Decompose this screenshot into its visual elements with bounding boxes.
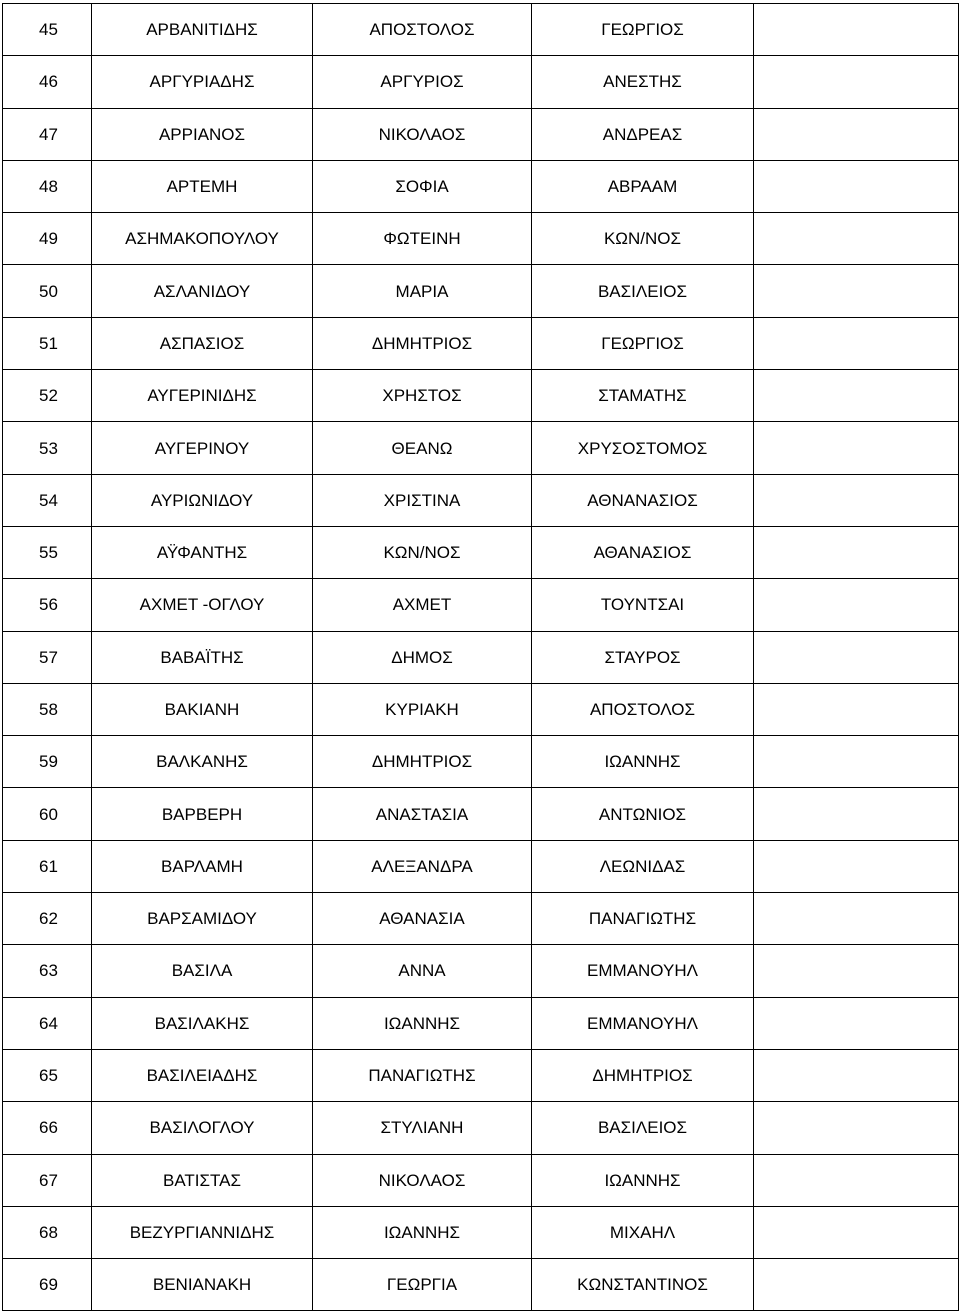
empty-cell [754, 265, 959, 317]
table-row [3, 579, 959, 631]
surname-cell: ΒΑΡΛΑΜΗ [92, 840, 313, 892]
first-name-cell: ΓΕΩΡΓΙΑ [313, 1259, 532, 1311]
first-name-cell: ΝΙΚΟΛΑΟΣ [313, 1154, 532, 1206]
surname-cell: ΒΑΡΣΑΜΙΔΟΥ [92, 893, 313, 945]
empty-cell [754, 370, 959, 422]
surname-cell: ΒΑΚΙΑΝΗ [92, 683, 313, 735]
father-name-cell: ΕΜΜΑΝΟΥΗΛ [532, 945, 754, 997]
surname-cell: ΒΑΣΙΛΕΙΑΔΗΣ [92, 1049, 313, 1101]
father-name-cell: ΑΝΤΩΝΙΟΣ [532, 788, 754, 840]
empty-cell [754, 474, 959, 526]
row-number: 47 [3, 108, 92, 160]
table-row [3, 108, 959, 160]
table-row [3, 788, 959, 840]
names-table-body [3, 4, 959, 1311]
father-name-cell: ΣΤΑΥΡΟΣ [532, 631, 754, 683]
father-name-cell: ΔΗΜΗΤΡΙΟΣ [532, 1049, 754, 1101]
first-name-cell: ΑΠΟΣΤΟΛΟΣ [313, 4, 532, 56]
first-name-cell: ΘΕΑΝΩ [313, 422, 532, 474]
row-number: 64 [3, 997, 92, 1049]
father-name-cell: ΠΑΝΑΓΙΩΤΗΣ [532, 893, 754, 945]
surname-cell: ΑΡΤΕΜΗ [92, 160, 313, 212]
father-name-cell: ΤΟΥΝΤΣΑΙ [532, 579, 754, 631]
father-name-cell: ΒΑΣΙΛΕΙΟΣ [532, 265, 754, 317]
row-number: 58 [3, 683, 92, 735]
row-number: 50 [3, 265, 92, 317]
first-name-cell: ΑΘΑΝΑΣΙΑ [313, 893, 532, 945]
first-name-cell: ΠΑΝΑΓΙΩΤΗΣ [313, 1049, 532, 1101]
father-name-cell: ΑΝΔΡΕΑΣ [532, 108, 754, 160]
father-name-cell: ΑΒΡΑΑΜ [532, 160, 754, 212]
row-number: 59 [3, 736, 92, 788]
empty-cell [754, 1049, 959, 1101]
first-name-cell: ΜΑΡΙΑ [313, 265, 532, 317]
row-number: 55 [3, 526, 92, 578]
surname-cell: ΒΑΣΙΛΑ [92, 945, 313, 997]
empty-cell [754, 56, 959, 108]
father-name-cell: ΛΕΩΝΙΔΑΣ [532, 840, 754, 892]
surname-cell: ΑΣΗΜΑΚΟΠΟΥΛΟΥ [92, 213, 313, 265]
empty-cell [754, 683, 959, 735]
table-row [3, 683, 959, 735]
surname-cell: ΑΥΓΕΡΙΝΟΥ [92, 422, 313, 474]
row-number: 54 [3, 474, 92, 526]
father-name-cell: ΣΤΑΜΑΤΗΣ [532, 370, 754, 422]
empty-cell [754, 840, 959, 892]
table-row [3, 1049, 959, 1101]
surname-cell: ΑΥΡΙΩΝΙΔΟΥ [92, 474, 313, 526]
row-number: 49 [3, 213, 92, 265]
row-number: 52 [3, 370, 92, 422]
table-row [3, 213, 959, 265]
row-number: 67 [3, 1154, 92, 1206]
surname-cell: ΒΑΤΙΣΤΑΣ [92, 1154, 313, 1206]
empty-cell [754, 945, 959, 997]
table-row [3, 56, 959, 108]
surname-cell: ΒΑΣΙΛΟΓΛΟΥ [92, 1102, 313, 1154]
surname-cell: ΒΑΡΒΕΡΗ [92, 788, 313, 840]
father-name-cell: ΑΝΕΣΤΗΣ [532, 56, 754, 108]
first-name-cell: ΑΝΑΣΤΑΣΙΑ [313, 788, 532, 840]
names-table [2, 3, 959, 1311]
surname-cell: ΑΫΦΑΝΤΗΣ [92, 526, 313, 578]
row-number: 60 [3, 788, 92, 840]
row-number: 68 [3, 1206, 92, 1258]
empty-cell [754, 997, 959, 1049]
surname-cell: ΑΥΓΕΡΙΝΙΔΗΣ [92, 370, 313, 422]
table-row [3, 893, 959, 945]
row-number: 53 [3, 422, 92, 474]
father-name-cell: ΚΩΝ/ΝΟΣ [532, 213, 754, 265]
row-number: 62 [3, 893, 92, 945]
empty-cell [754, 788, 959, 840]
first-name-cell: ΦΩΤΕΙΝΗ [313, 213, 532, 265]
row-number: 56 [3, 579, 92, 631]
empty-cell [754, 317, 959, 369]
father-name-cell: ΚΩΝΣΤΑΝΤΙΝΟΣ [532, 1259, 754, 1311]
first-name-cell: ΙΩΑΝΝΗΣ [313, 997, 532, 1049]
father-name-cell: ΒΑΣΙΛΕΙΟΣ [532, 1102, 754, 1154]
first-name-cell: ΑΛΕΞΑΝΔΡΑ [313, 840, 532, 892]
first-name-cell: ΣΤΥΛΙΑΝΗ [313, 1102, 532, 1154]
surname-cell: ΑΣΠΑΣΙΟΣ [92, 317, 313, 369]
table-row [3, 840, 959, 892]
surname-cell: ΒΕΖΥΡΓΙΑΝΝΙΔΗΣ [92, 1206, 313, 1258]
table-row [3, 997, 959, 1049]
first-name-cell: ΑΝΝΑ [313, 945, 532, 997]
empty-cell [754, 736, 959, 788]
empty-cell [754, 893, 959, 945]
first-name-cell: ΧΡΙΣΤΙΝΑ [313, 474, 532, 526]
first-name-cell: ΑΡΓΥΡΙΟΣ [313, 56, 532, 108]
surname-cell: ΑΡΡΙΑΝΟΣ [92, 108, 313, 160]
surname-cell: ΒΕΝΙΑΝΑΚΗ [92, 1259, 313, 1311]
father-name-cell: ΑΠΟΣΤΟΛΟΣ [532, 683, 754, 735]
row-number: 57 [3, 631, 92, 683]
first-name-cell: ΙΩΑΝΝΗΣ [313, 1206, 532, 1258]
empty-cell [754, 4, 959, 56]
empty-cell [754, 579, 959, 631]
table-row [3, 736, 959, 788]
table-row [3, 945, 959, 997]
table-row [3, 526, 959, 578]
row-number: 61 [3, 840, 92, 892]
table-row [3, 160, 959, 212]
table-row [3, 422, 959, 474]
table-row [3, 4, 959, 56]
table-row [3, 317, 959, 369]
first-name-cell: ΑΧΜΕΤ [313, 579, 532, 631]
row-number: 48 [3, 160, 92, 212]
surname-cell: ΒΑΛΚΑΝΗΣ [92, 736, 313, 788]
table-row [3, 265, 959, 317]
row-number: 63 [3, 945, 92, 997]
surname-cell: ΑΡΓΥΡΙΑΔΗΣ [92, 56, 313, 108]
surname-cell: ΒΑΒΑΪΤΗΣ [92, 631, 313, 683]
father-name-cell: ΓΕΩΡΓΙΟΣ [532, 317, 754, 369]
surname-cell: ΑΧΜΕΤ -ΟΓΛΟΥ [92, 579, 313, 631]
father-name-cell: ΧΡΥΣΟΣΤΟΜΟΣ [532, 422, 754, 474]
row-number: 46 [3, 56, 92, 108]
row-number: 45 [3, 4, 92, 56]
father-name-cell: ΓΕΩΡΓΙΟΣ [532, 4, 754, 56]
empty-cell [754, 1206, 959, 1258]
table-row [3, 474, 959, 526]
table-row [3, 1206, 959, 1258]
first-name-cell: ΚΥΡΙΑΚΗ [313, 683, 532, 735]
first-name-cell: ΝΙΚΟΛΑΟΣ [313, 108, 532, 160]
father-name-cell: ΑΘΑΝΑΣΙΟΣ [532, 526, 754, 578]
first-name-cell: ΚΩΝ/ΝΟΣ [313, 526, 532, 578]
row-number: 69 [3, 1259, 92, 1311]
row-number: 65 [3, 1049, 92, 1101]
father-name-cell: ΜΙΧΑΗΛ [532, 1206, 754, 1258]
table-row [3, 631, 959, 683]
empty-cell [754, 1154, 959, 1206]
empty-cell [754, 526, 959, 578]
first-name-cell: ΔΗΜΟΣ [313, 631, 532, 683]
empty-cell [754, 422, 959, 474]
father-name-cell: ΙΩΑΝΝΗΣ [532, 1154, 754, 1206]
first-name-cell: ΔΗΜΗΤΡΙΟΣ [313, 317, 532, 369]
father-name-cell: ΑΘΝΑΝΑΣΙΟΣ [532, 474, 754, 526]
surname-cell: ΒΑΣΙΛΑΚΗΣ [92, 997, 313, 1049]
table-row [3, 1102, 959, 1154]
table-row [3, 1154, 959, 1206]
row-number: 51 [3, 317, 92, 369]
surname-cell: ΑΣΛΑΝΙΔΟΥ [92, 265, 313, 317]
empty-cell [754, 108, 959, 160]
empty-cell [754, 213, 959, 265]
table-row [3, 370, 959, 422]
empty-cell [754, 160, 959, 212]
empty-cell [754, 1102, 959, 1154]
father-name-cell: ΙΩΑΝΝΗΣ [532, 736, 754, 788]
surname-cell: ΑΡΒΑΝΙΤΙΔΗΣ [92, 4, 313, 56]
first-name-cell: ΣΟΦΙΑ [313, 160, 532, 212]
first-name-cell: ΔΗΜΗΤΡΙΟΣ [313, 736, 532, 788]
first-name-cell: ΧΡΗΣΤΟΣ [313, 370, 532, 422]
empty-cell [754, 631, 959, 683]
father-name-cell: ΕΜΜΑΝΟΥΗΛ [532, 997, 754, 1049]
row-number: 66 [3, 1102, 92, 1154]
